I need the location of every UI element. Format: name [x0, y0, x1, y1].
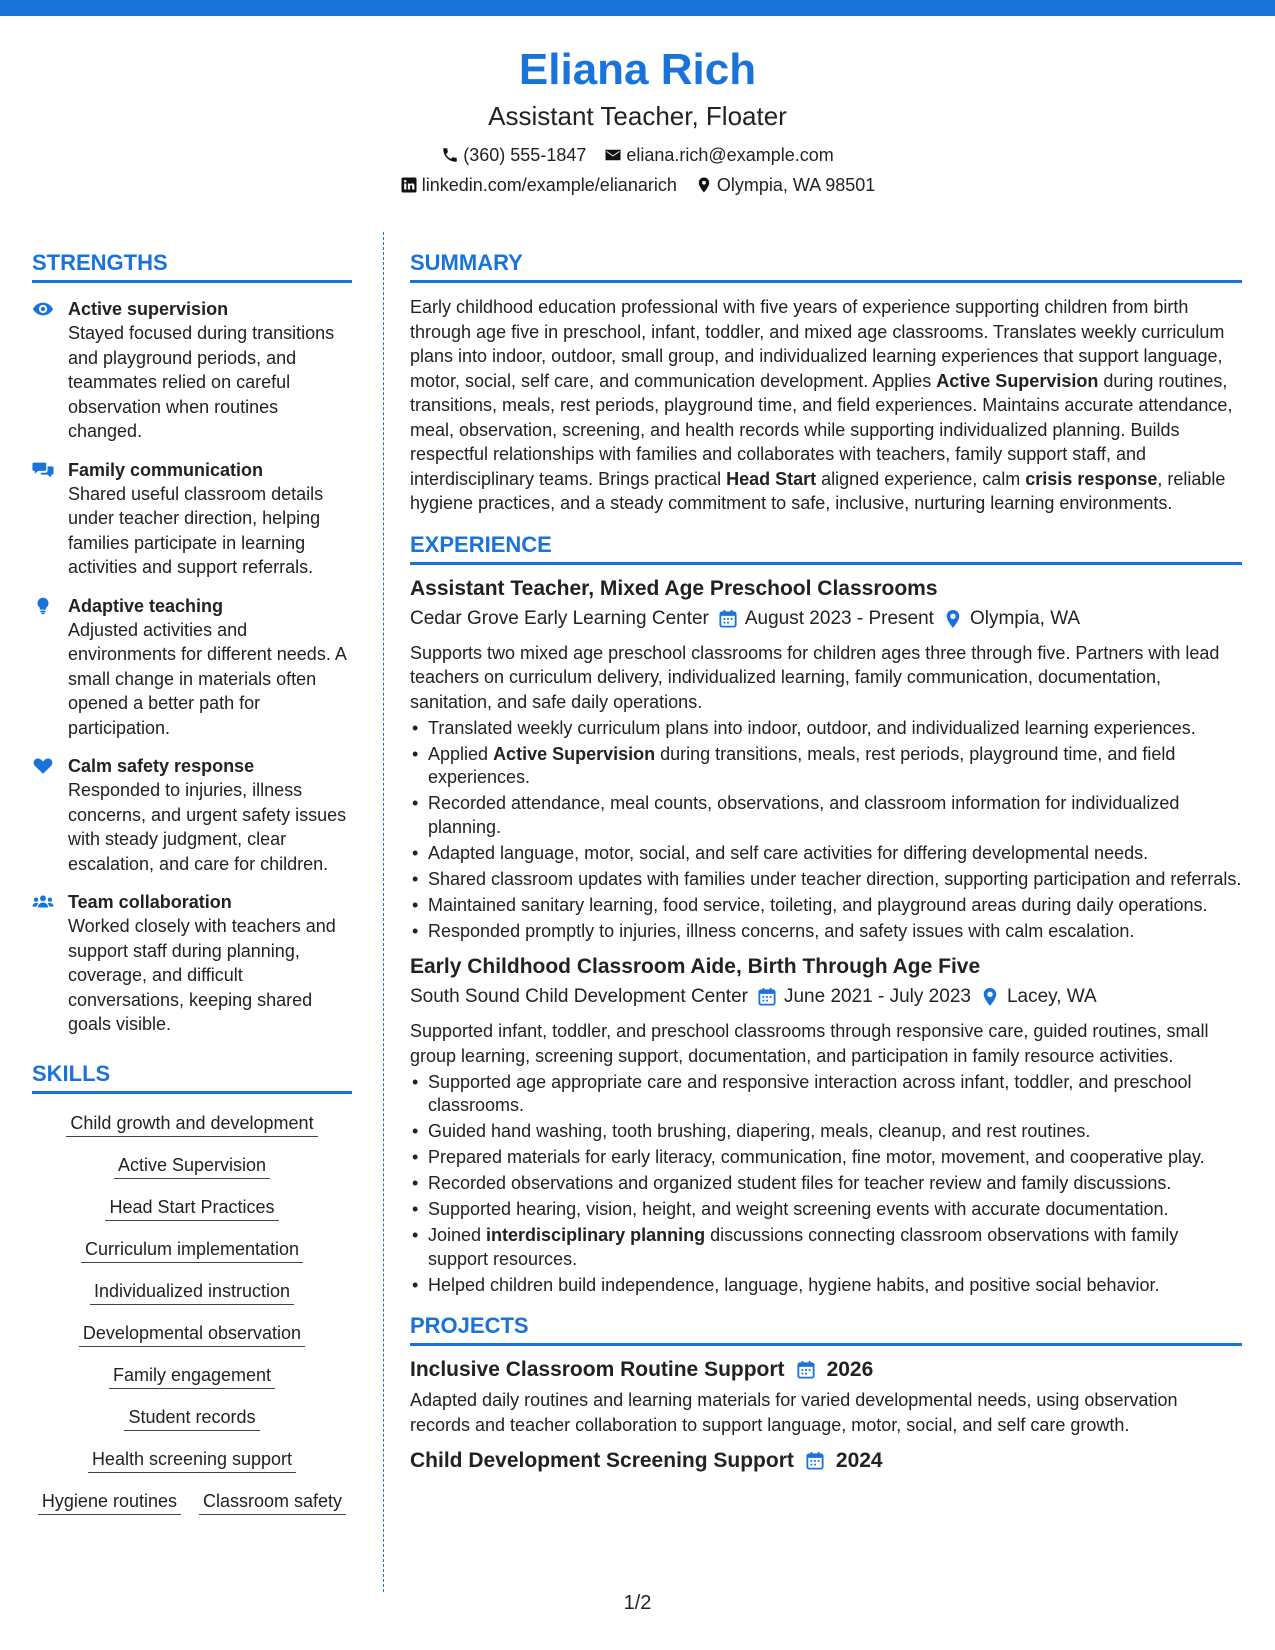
- linkedin-icon: [400, 176, 418, 194]
- contact-row-1: [0, 140, 1275, 170]
- summary-part: Early childhood education professional with five years of experience supporting children from birth through age five in preschool, infant, toddler, and mixed age classrooms. Translates weekly curriculum plans into indoor, outdoor, small group, and individualized learning experiences that support language, motor, social, self care, and communication development. Applies: [410, 297, 1225, 391]
- strengths-heading: STRENGTHS: [32, 248, 352, 283]
- candidate-role: Assistant Teacher, Floater: [488, 101, 787, 131]
- job-title: Assistant Teacher, Mixed Age Preschool Classrooms: [410, 576, 938, 600]
- job-location: Olympia, WA: [969, 607, 1081, 629]
- project-title: Inclusive Classroom Routine Support: [410, 1358, 785, 1381]
- job-bullet: • Shared classroom updates with families under teacher direction, supporting participation and referrals.: [410, 868, 1242, 892]
- project-title: Child Development Screening Support: [410, 1449, 794, 1472]
- map-pin-icon: [695, 176, 713, 194]
- project-description: Adapted daily routines and learning materials for varied developmental needs, using observation records and teacher collaboration to support language, motor, social, and self care growth.: [410, 1390, 1178, 1435]
- job-bullet: • Responded promptly to injuries, illness concerns, and safety issues with calm escalation.: [410, 920, 1242, 944]
- strength-item: [32, 594, 352, 741]
- job-bullet: • Maintained sanitary learning, food service, toileting, and playground areas during daily operations.: [410, 894, 1242, 918]
- envelope-icon: [604, 146, 622, 164]
- email-contact[interactable]: [604, 140, 833, 170]
- job-bullet: • Translated weekly curriculum plans into indoor, outdoor, and individualized learning experiences.: [410, 717, 1242, 741]
- job-bullet: • Joined interdisciplinary planning discussions connecting classroom observations with family support resources.: [410, 1224, 1242, 1271]
- job-title: Early Childhood Classroom Aide, Birth Through Age Five: [410, 955, 981, 978]
- strength-title: Family communication: [68, 459, 264, 480]
- lightbulb-icon: [32, 597, 54, 615]
- strength-desc: Responded to injuries, illness concerns, and urgent safety issues with steady judgment, clear escalation, and care for children.: [68, 780, 347, 874]
- summary-text: [410, 295, 1242, 516]
- job-dates: August 2023 - Present: [744, 607, 934, 629]
- strength-item: [32, 297, 352, 444]
- job-description: Supported infant, toddler, and preschool classrooms through responsive care, guided routines, small group learning, screening support, documentation, and participation in family resource activities.: [410, 1021, 1209, 1066]
- job-bullet: • Guided hand washing, tooth brushing, diapering, meals, cleanup, and rest routines.: [410, 1120, 1242, 1144]
- job-bullet: • Supported age appropriate care and responsive interaction across infant, toddler, and preschool classrooms.: [410, 1071, 1242, 1118]
- strength-desc: Stayed focused during transitions and playground periods, and teammates relied on careful observation when routines changed.: [68, 323, 335, 441]
- phone-contact: [441, 140, 586, 170]
- skill-tag: Active Supervision: [114, 1152, 270, 1179]
- phone-text: (360) 555-1847: [463, 145, 587, 165]
- experience-heading: EXPERIENCE: [410, 530, 1242, 565]
- eye-icon: [32, 300, 54, 318]
- column-divider: [383, 232, 384, 1592]
- job-bullet: • Helped children build independence, language, hygiene habits, and positive social behavior.: [410, 1274, 1242, 1298]
- job-bullets: [410, 717, 1242, 944]
- strength-item: [32, 890, 352, 1037]
- skill-tag: Developmental observation: [79, 1320, 305, 1347]
- job-bullets: [410, 1071, 1242, 1298]
- location-text: Olympia, WA 98501: [716, 175, 876, 195]
- strength-title: Calm safety response: [68, 756, 255, 776]
- strength-title: Active supervision: [68, 299, 229, 319]
- skill-tag: Individualized instruction: [90, 1278, 294, 1305]
- users-icon: [32, 893, 54, 911]
- page-indicator: 1/2: [623, 1592, 652, 1614]
- skill-tag: Head Start Practices: [105, 1194, 278, 1221]
- project-entry: [410, 1447, 1242, 1475]
- project-title-row: [410, 1356, 1242, 1384]
- summary-keyword: Active Supervision: [936, 370, 1099, 391]
- job-meta: [410, 983, 1242, 1011]
- calendar-icon: [797, 1360, 815, 1380]
- summary-heading: SUMMARY: [410, 248, 1242, 283]
- strength-desc: Adjusted activities and environments for different needs. A small change in materials often opened a better path for participation.: [68, 619, 346, 738]
- summary-part: aligned experience, calm: [816, 468, 1026, 489]
- skill-tag: Child growth and development: [66, 1110, 317, 1137]
- summary-part: , reliable hygiene practices, and a steady commitment to safe, inclusive, nurturing learning environments.: [410, 468, 1226, 513]
- job-org: South Sound Child Development Center: [410, 986, 748, 1007]
- map-pin-icon: [944, 609, 962, 629]
- left-column: [32, 248, 352, 1515]
- heart-icon: [32, 757, 54, 775]
- contact-row-2: [0, 170, 1275, 200]
- job-dates: June 2021 - July 2023: [783, 986, 971, 1007]
- email-text[interactable]: eliana.rich@example.com: [626, 145, 834, 165]
- skill-tag: Hygiene routines: [38, 1488, 181, 1515]
- top-accent-bar: [0, 0, 1275, 16]
- skills-list: [32, 1106, 352, 1515]
- strength-desc: Worked closely with teachers and support staff during planning, coverage, and difficult conversations, keeping shared goals visible.: [68, 916, 336, 1034]
- phone-icon: [441, 146, 459, 164]
- summary-part: during routines, transitions, meals, rest periods, playground time, and field experiences. Maintains accurate attendance, meal, observation, screening, and health records while supporting individualized planning. Builds respectful relationships with families and collaborates with teachers, family support staff, and interdisciplinary teams. Brings practical: [410, 370, 1233, 489]
- job-bullet: • Supported hearing, vision, height, and weight screening events with accurate documentation.: [410, 1198, 1242, 1222]
- job-bullet: • Applied Active Supervision during transitions, meals, rest periods, playground time, and field experiences.: [410, 743, 1242, 790]
- location-contact: [695, 170, 875, 200]
- skill-tag: Classroom safety: [199, 1488, 346, 1515]
- calendar-icon: [758, 987, 776, 1007]
- job-bullet: • Recorded attendance, meal counts, observations, and classroom information for individualized planning.: [410, 792, 1242, 839]
- job-location: Lacey, WA: [1006, 986, 1097, 1007]
- resume-header: [0, 42, 1275, 200]
- map-pin-icon: [981, 987, 999, 1007]
- strength-item: [32, 754, 352, 876]
- project-year: 2024: [835, 1449, 883, 1472]
- project-title-row: [410, 1447, 1242, 1475]
- strength-item: [32, 458, 352, 580]
- summary-keyword: crisis response: [1025, 468, 1158, 489]
- right-column: [410, 248, 1242, 1475]
- calendar-icon: [719, 609, 737, 629]
- chat-icon: [32, 461, 54, 479]
- skill-tag: Health screening support: [88, 1446, 296, 1473]
- project-year: 2026: [826, 1358, 874, 1381]
- job-entry: [410, 575, 1242, 944]
- job-org: Cedar Grove Early Learning Center: [410, 607, 709, 629]
- strength-desc: Shared useful classroom details under teacher direction, helping families participate in learning activities and support referrals.: [68, 483, 324, 577]
- job-meta: [410, 605, 1242, 633]
- job-bullet: • Adapted language, motor, social, and self care activities for differing developmental needs.: [410, 842, 1242, 866]
- summary-keyword: Head Start: [726, 468, 817, 489]
- skills-heading: SKILLS: [32, 1059, 352, 1094]
- linkedin-contact[interactable]: [400, 170, 677, 200]
- projects-heading: PROJECTS: [410, 1311, 1242, 1346]
- job-bullet: • Recorded observations and organized student files for teacher review and family discussions.: [410, 1172, 1242, 1196]
- job-bullet: • Prepared materials for early literacy, communication, fine motor, movement, and cooperative play.: [410, 1146, 1242, 1170]
- job-entry: [410, 953, 1242, 1297]
- project-entry: [410, 1356, 1242, 1437]
- strength-title: Adaptive teaching: [68, 595, 224, 616]
- skill-tag: Student records: [124, 1404, 259, 1431]
- linkedin-text[interactable]: linkedin.com/example/elianarich: [421, 175, 677, 195]
- skill-tag: Curriculum implementation: [81, 1236, 303, 1263]
- skill-tag: Family engagement: [109, 1362, 275, 1389]
- calendar-icon: [806, 1451, 824, 1471]
- candidate-name: Eliana Rich: [518, 45, 757, 94]
- strength-title: Team collaboration: [68, 892, 232, 912]
- job-description: Supports two mixed age preschool classrooms for children ages three through five. Partners with lead teachers on curriculum delivery, individualized learning, family communication, documentation, sanitation, and safe daily operations.: [410, 642, 1220, 712]
